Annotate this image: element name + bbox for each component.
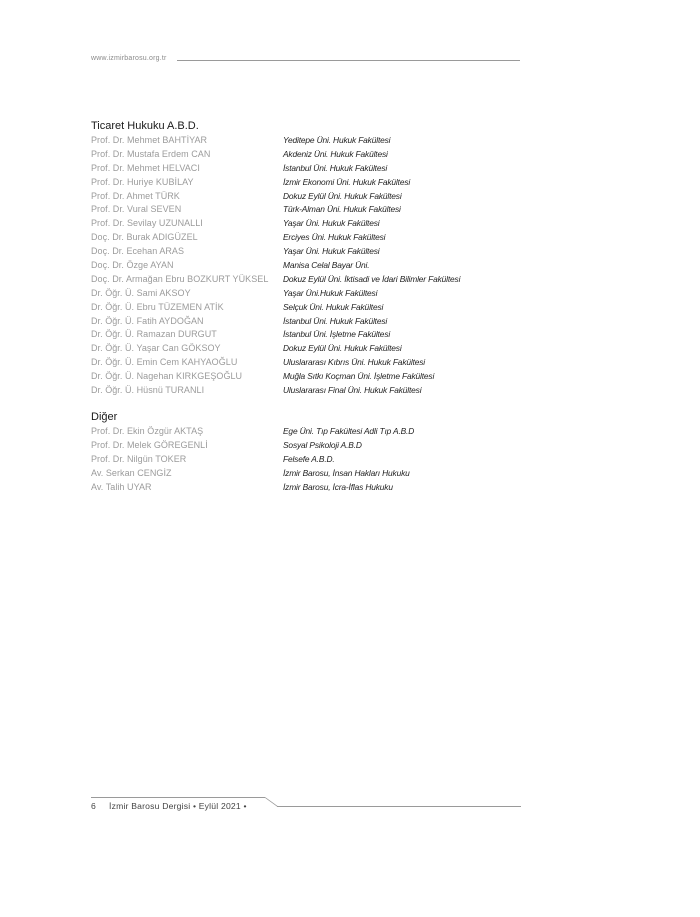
header-url: www.izmirbarosu.org.tr xyxy=(91,55,167,62)
member-name: Prof. Dr. Ekin Özgür AKTAŞ xyxy=(91,426,204,436)
member-name: Prof. Dr. Mehmet HELVACI xyxy=(91,162,200,173)
member-institution: Uluslararası Kıbrıs Üni. Hukuk Fakültesi xyxy=(283,357,426,368)
member-institution: Selçuk Üni. Hukuk Fakültesi xyxy=(283,301,384,312)
section-ticaret-hukuku xyxy=(91,119,511,398)
list-item xyxy=(91,176,511,190)
member-name: Prof. Dr. Huriye KUBİLAY xyxy=(91,176,194,187)
journal-issue: İzmir Barosu Dergisi • Eylül 2021 • xyxy=(109,801,247,811)
list-item xyxy=(91,259,511,273)
member-institution: Dokuz Eylül Üni. İktisadi ve İdari Bilimler Fakültesi xyxy=(283,273,461,284)
member-name: Prof. Dr. Mehmet BAHTİYAR xyxy=(91,135,208,145)
member-institution: Akdeniz Üni. Hukuk Fakültesi xyxy=(283,148,388,159)
list-item xyxy=(91,439,511,453)
member-list xyxy=(91,134,511,398)
list-item xyxy=(91,245,511,259)
member-institution: Dokuz Eylül Üni. Hukuk Fakültesi xyxy=(283,190,402,201)
member-name: Prof. Dr. Ahmet TÜRK xyxy=(91,190,180,201)
member-name: Doç. Dr. Ecehan ARAS xyxy=(91,246,185,257)
footer-rule-right xyxy=(277,806,521,807)
member-institution: Muğla Sıtkı Koçman Üni. İşletme Fakültesi xyxy=(283,371,435,382)
member-name: Doç. Dr. Armağan Ebru BOZKURT YÜKSEL xyxy=(91,273,269,284)
member-institution: İzmir Barosu, İnsan Hakları Hukuku xyxy=(283,467,410,478)
member-name: Doç. Dr. Burak ADIGÜZEL xyxy=(91,232,198,243)
section-diger xyxy=(91,410,511,494)
list-item xyxy=(91,328,511,342)
page-footer xyxy=(91,797,521,817)
member-name: Dr. Öğr. Ü. Ebru TÜZEMEN ATİK xyxy=(91,301,224,312)
member-institution: Türk-Alman Üni. Hukuk Fakültesi xyxy=(283,204,401,215)
member-name: Prof. Dr. Nilgün TOKER xyxy=(91,453,187,464)
member-name: Prof. Dr. Vural SEVEN xyxy=(91,204,182,215)
footer-rule-left xyxy=(91,797,265,798)
member-institution: İstanbul Üni. İşletme Fakültesi xyxy=(283,329,391,340)
list-item xyxy=(91,134,511,148)
page-number: 6 xyxy=(91,801,96,811)
member-name: Dr. Öğr. Ü. Ramazan DURGUT xyxy=(91,329,217,340)
member-institution: Yaşar Üni. Hukuk Fakültesi xyxy=(283,246,380,257)
list-item xyxy=(91,342,511,356)
list-item xyxy=(91,425,511,439)
list-item xyxy=(91,315,511,329)
page-header xyxy=(91,55,520,65)
list-item xyxy=(91,384,511,398)
member-name: Prof. Dr. Sevilay UZUNALLI xyxy=(91,218,203,229)
member-name: Dr. Öğr. Ü. Nagehan KIRKGEŞOĞLU xyxy=(91,371,243,382)
section-title: Ticaret Hukuku A.B.D. xyxy=(91,120,199,132)
list-item xyxy=(91,190,511,204)
list-item xyxy=(91,287,511,301)
member-name: Dr. Öğr. Ü. Yaşar Can GÖKSOY xyxy=(91,343,221,354)
member-institution: Dokuz Eylül Üni. Hukuk Fakültesi xyxy=(283,343,402,354)
member-name: Doç. Dr. Özge AYAN xyxy=(91,260,174,271)
list-item xyxy=(91,356,511,370)
header-rule xyxy=(177,60,520,61)
member-name: Dr. Öğr. Ü. Emin Cem KAHYAOĞLU xyxy=(91,357,238,368)
list-item xyxy=(91,301,511,315)
member-name: Dr. Öğr. Ü. Sami AKSOY xyxy=(91,287,191,298)
list-item xyxy=(91,162,511,176)
member-institution: Yaşar Üni. Hukuk Fakültesi xyxy=(283,218,380,229)
member-name: Av. Serkan CENGİZ xyxy=(91,467,172,478)
member-institution: Erciyes Üni. Hukuk Fakültesi xyxy=(283,232,386,243)
member-name: Prof. Dr. Melek GÖREGENLİ xyxy=(91,439,208,450)
member-name: Dr. Öğr. Ü. Hüsnü TURANLI xyxy=(91,385,205,396)
member-institution: Sosyal Psikoloji A.B.D xyxy=(283,439,362,450)
list-item xyxy=(91,453,511,467)
list-item xyxy=(91,231,511,245)
footer-text xyxy=(91,801,247,811)
member-institution: Manisa Celal Bayar Üni. xyxy=(283,260,370,271)
list-item xyxy=(91,217,511,231)
member-institution: İstanbul Üni. Hukuk Fakültesi xyxy=(283,162,388,173)
member-institution: İzmir Ekonomi Üni. Hukuk Fakültesi xyxy=(283,176,411,187)
member-list xyxy=(91,425,511,494)
member-institution: İzmir Barosu, İcra-İflas Hukuku xyxy=(283,481,393,492)
list-item xyxy=(91,481,511,495)
list-item xyxy=(91,148,511,162)
list-item xyxy=(91,370,511,384)
member-institution: Uluslararası Final Üni. Hukuk Fakültesi xyxy=(283,385,422,396)
member-name: Dr. Öğr. Ü. Fatih AYDOĞAN xyxy=(91,315,204,326)
member-institution: Yeditepe Üni. Hukuk Fakültesi xyxy=(283,135,391,145)
list-item xyxy=(91,467,511,481)
member-institution: Felsefe A.B.D. xyxy=(283,453,335,464)
member-institution: Yaşar Üni.Hukuk Fakültesi xyxy=(283,287,378,298)
member-institution: Ege Üni. Tıp Fakültesi Adli Tıp A.B.D xyxy=(283,426,415,436)
member-institution: İstanbul Üni. Hukuk Fakültesi xyxy=(283,315,388,326)
member-name: Prof. Dr. Mustafa Erdem CAN xyxy=(91,148,211,159)
list-item xyxy=(91,203,511,217)
member-name: Av. Talih UYAR xyxy=(91,481,152,492)
list-item xyxy=(91,273,511,287)
section-title: Diğer xyxy=(91,411,118,423)
